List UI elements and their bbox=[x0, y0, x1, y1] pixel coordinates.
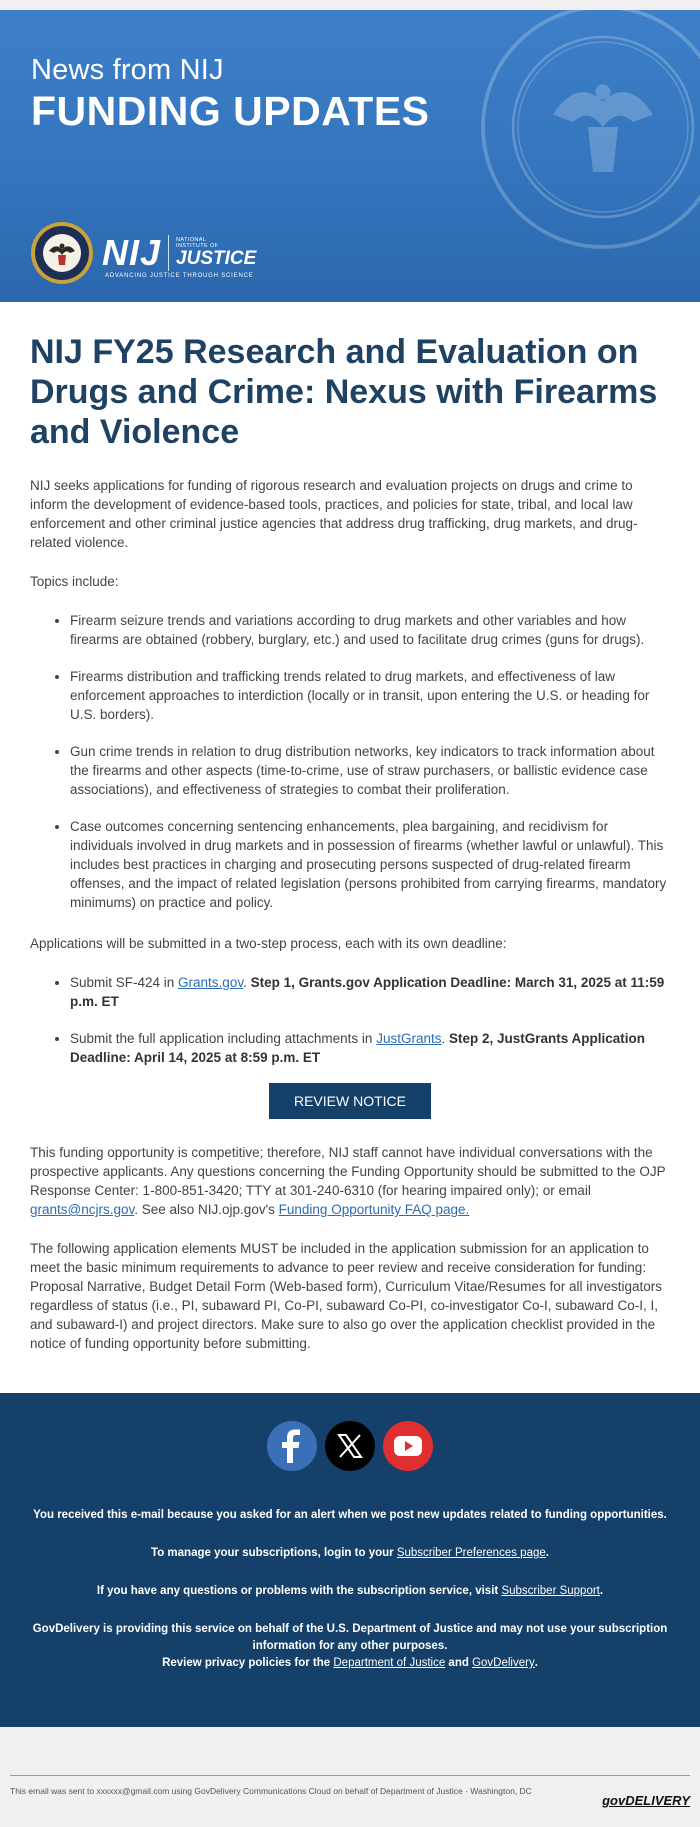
nij-name-stack bbox=[176, 237, 256, 269]
manage-text: To manage your subscriptions, login to your bbox=[151, 1547, 397, 1559]
faq-page-link[interactable]: Funding Opportunity FAQ page. bbox=[278, 1202, 470, 1217]
topic-item: • Firearms distribution and trafficking trends related to drug markets, and effectiveness of law enforcement approaches to interdiction (locally or in transit, upon entering the U.S. or heading for U.S. borders). bbox=[70, 667, 670, 724]
youtube-icon[interactable] bbox=[383, 1421, 433, 1471]
questions-period: . bbox=[599, 1585, 604, 1597]
privacy-text: Review privacy policies for the bbox=[162, 1657, 334, 1669]
topic-item: • Case outcomes concerning sentencing enhancements, plea bargaining, and recidivism for individuals involved in drug markets and in possession of firearms (whether lawful or unlawful). This includes best practices in charging and prosecuting persons suspected of drug-related firearm offenses, and the impact of related legislation (persons prohibited from carrying firearms, mandatory minimums) on practice and policy. bbox=[70, 817, 670, 912]
article-title: NIJ FY25 Research and Evaluation on Drugs and Crime: Nexus with Firearms and Violence bbox=[30, 333, 658, 451]
button-wrapper bbox=[30, 1083, 670, 1119]
step-1-item bbox=[70, 973, 670, 1011]
privacy-and: and bbox=[445, 1657, 473, 1669]
intro-paragraph: NIJ seeks applications for funding of rigorous research and evaluation projects on drugs and crime to inform the development of evidence-based tools, practices, and policies for state, tribal, and local law enforcement and other criminal justice agencies that address drug trafficking, drug markets, and drug-related violence. bbox=[30, 478, 638, 550]
questions-line bbox=[30, 1583, 670, 1600]
elements-paragraph: The following application elements MUST be included in the application submission for an application to meet the basic minimum requirements to advance to peer review and receive consideration for funding: Proposal Narrative, Budget Detail Form (Web-based form), Curriculum Vitae/Resumes for all investigators regardless of status (i.e., PI, subaward PI, Co-PI, subaward Co-PI, co-investigator Co-I, subaward Co-I, I, and subaward-I) and project directors. Make sure to also go over the application checklist provided in the notice of funding opportunity before submitting. bbox=[30, 1241, 662, 1351]
topics-label: Topics include: bbox=[30, 574, 119, 589]
govdelivery-privacy-link[interactable]: GovDelivery bbox=[472, 1657, 535, 1669]
steps-list bbox=[30, 973, 670, 1067]
email-container bbox=[0, 10, 700, 1727]
step-2-sep: . bbox=[441, 1031, 449, 1046]
govdelivery-notice bbox=[30, 1621, 670, 1672]
questions-text: If you have any questions or problems with the subscription service, visit bbox=[96, 1585, 502, 1597]
step-1-sep: . bbox=[243, 975, 251, 990]
steps-intro: Applications will be submitted in a two-step process, each with its own deadline: bbox=[30, 936, 507, 951]
step-2-item bbox=[70, 1029, 670, 1067]
article-content bbox=[0, 302, 700, 1393]
nij-divider bbox=[168, 235, 169, 271]
competitive-mid-text: . See also NIJ.ojp.gov's bbox=[134, 1202, 279, 1217]
doj-seal-watermark-icon bbox=[478, 10, 700, 252]
topic-item: • Firearm seizure trends and variations according to drug markets and other variables and how firearms are obtained (robbery, burglary, etc.) and used to facilitate drug crimes (guns for drugs). bbox=[70, 611, 670, 649]
competitive-paragraph bbox=[30, 1143, 670, 1219]
grants-gov-link[interactable]: Grants.gov bbox=[178, 975, 244, 990]
doj-privacy-link[interactable]: Department of Justice bbox=[333, 1657, 446, 1669]
funding-updates-heading: FUNDING UPDATES bbox=[31, 88, 430, 134]
facebook-icon[interactable] bbox=[267, 1421, 317, 1471]
nij-wordmark bbox=[102, 232, 256, 274]
manage-period: . bbox=[545, 1547, 549, 1559]
review-notice-button[interactable]: REVIEW NOTICE bbox=[269, 1083, 431, 1119]
step-2-deadline: Step 2, JustGrants Application Deadline: April 14, 2025 at 8:59 p.m. ET bbox=[70, 1031, 646, 1065]
step-1-deadline: Step 1, Grants.gov Application Deadline: March 31, 2025 at 11:59 p.m. ET bbox=[70, 975, 665, 1009]
top-strip bbox=[0, 0, 700, 10]
govdelivery-text: GovDelivery is providing this service on behalf of the U.S. Department of Justice and may not use your subscription information for any other purposes. bbox=[32, 1623, 668, 1652]
privacy-period: . bbox=[534, 1657, 538, 1669]
social-links bbox=[30, 1421, 670, 1471]
sent-to-notice: This email was sent to xxxxxx@gmail.com using GovDelivery Communications Cloud on behalf of Department of Justice · Washington, DC bbox=[10, 1786, 532, 1796]
topics-list bbox=[30, 611, 670, 912]
bottom-bar bbox=[0, 1727, 700, 1827]
nij-justice: JUSTICE bbox=[176, 248, 257, 269]
govdelivery-logo[interactable]: govDELIVERY bbox=[602, 1793, 690, 1808]
nij-letters: NIJ bbox=[102, 232, 162, 273]
nij-national: NATIONAL bbox=[176, 237, 207, 243]
subscriber-support-link[interactable]: Subscriber Support bbox=[501, 1585, 600, 1597]
doj-seal-icon bbox=[30, 221, 94, 285]
topic-item: • Gun crime trends in relation to drug distribution networks, key indicators to track information about the firearms and other aspects (time-to-crime, use of straw purchasers, or ballistic evidence case associations), and effectiveness of strategies to combat their proliferation. bbox=[70, 742, 670, 799]
competitive-text: This funding opportunity is competitive; therefore, NIJ staff cannot have individual conversations with the prospective applicants. Any questions concerning the Funding Opportunity should be submitted to the OJP Response Center: 1-800-851-3420; TTY at 301-240-6310 (for hearing impaired only); or email bbox=[30, 1145, 666, 1198]
received-notice: You received this e-mail because you asked for an alert when we post new updates related to funding opportunities. bbox=[33, 1509, 667, 1521]
nij-tagline: ADVANCING JUSTICE THROUGH SCIENCE bbox=[105, 273, 254, 279]
header-banner bbox=[0, 10, 700, 302]
grants-email-link[interactable]: grants@ncjrs.gov bbox=[30, 1202, 135, 1217]
manage-subscriptions bbox=[30, 1545, 670, 1562]
nij-institute-of: INSTITUTE OF bbox=[176, 243, 219, 249]
x-icon[interactable] bbox=[325, 1421, 375, 1471]
step-2-text: Submit the full application including attachments in bbox=[70, 1031, 377, 1046]
bottom-divider bbox=[10, 1775, 690, 1776]
footer bbox=[0, 1393, 700, 1727]
step-1-text: Submit SF-424 in bbox=[70, 975, 179, 990]
subscriber-preferences-link[interactable]: Subscriber Preferences page bbox=[396, 1547, 546, 1559]
news-from-nij: News from NIJ bbox=[31, 54, 224, 86]
justgrants-link[interactable]: JustGrants bbox=[376, 1031, 442, 1046]
